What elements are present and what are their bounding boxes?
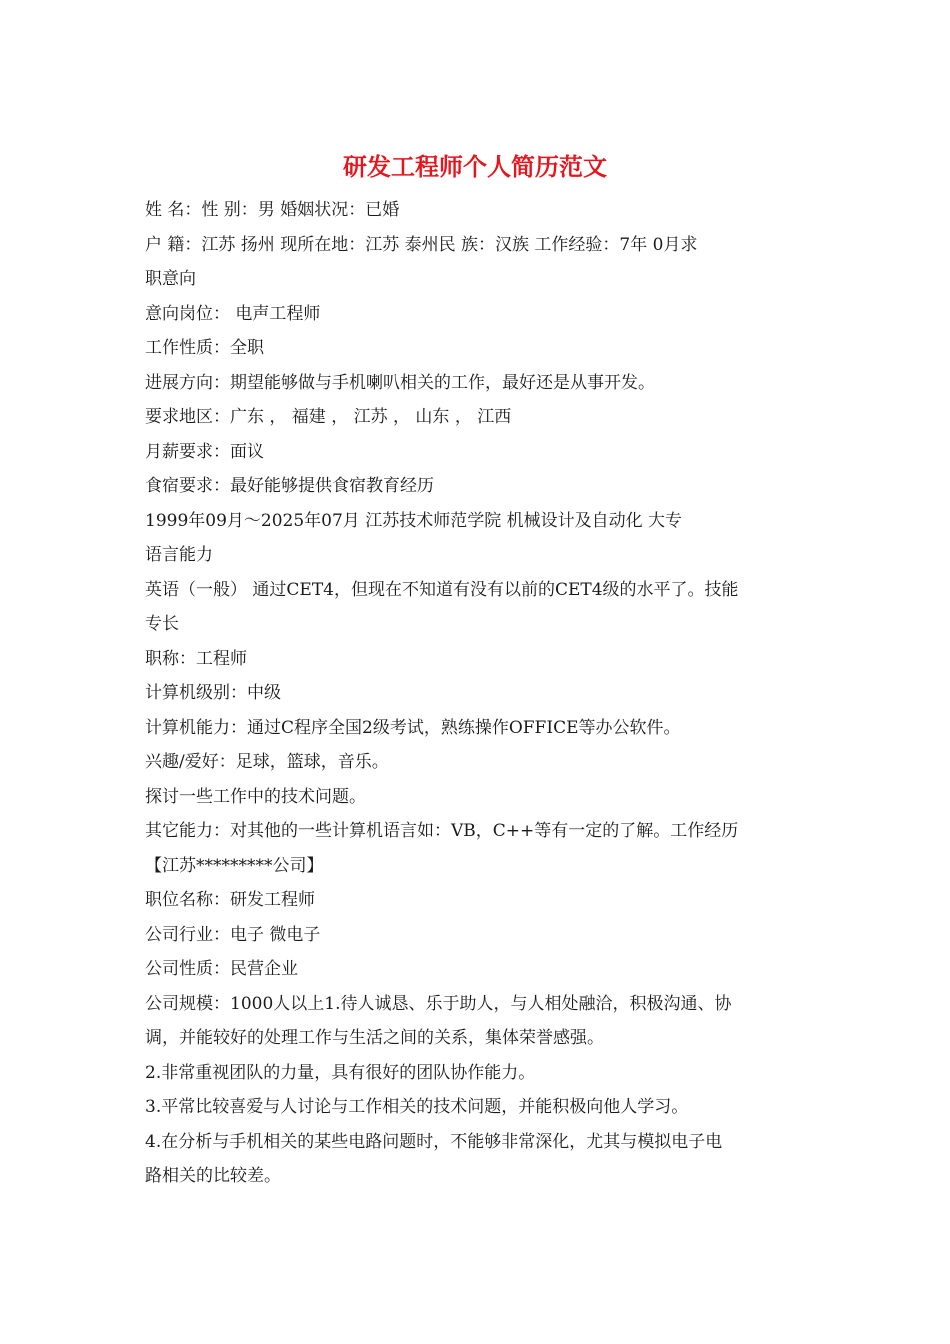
resume-body (145, 193, 807, 1194)
text-line-skills-heading: 专长 (145, 614, 179, 634)
text-line-tech-discussion: 探讨一些工作中的技术问题。 (145, 786, 366, 807)
text-line-computer-level: 计算机级别：中级 (145, 683, 281, 703)
text-line-education: 1999年09月～2025年07月 江苏技术师范学院 机械设计及自动化 大专 (145, 510, 683, 531)
text-line-target-regions: 要求地区：广东 ， 福建 ， 江苏 ， 山东 ， 江西 (145, 407, 512, 427)
text-line-self-evaluation-1-cont: 调，并能较好的处理工作与生活之间的关系，集体荣誉感强。 (145, 1028, 604, 1048)
text-line-self-evaluation-4: 4.在分析与手机相关的某些电路问题时，不能够非常深化，尤其与模拟电子电 (145, 1131, 723, 1152)
text-line-company-nature: 公司性质：民营企业 (145, 959, 298, 979)
text-line-self-evaluation-2: 2.非常重视团队的力量，具有很好的团队协作能力。 (145, 1062, 536, 1083)
text-line-salary: 月薪要求：面议 (145, 441, 264, 462)
text-line-company-name: 【江苏*********公司】 (145, 855, 324, 876)
text-line-company-size: 公司规模：1000人以上1.待人诚恳、乐于助人，与人相处融洽，积极沟通、协 (145, 993, 732, 1014)
text-line-self-evaluation-3: 3.平常比较喜爱与人讨论与工作相关的技术问题，并能积极向他人学习。 (145, 1097, 689, 1117)
text-line-development-direction: 进展方向：期望能够做与手机喇叭相关的工作，最好还是从事开发。 (145, 372, 655, 393)
text-line-target-position: 意向岗位： 电声工程师 (145, 303, 321, 324)
text-line-professional-title: 职称：工程师 (145, 648, 247, 669)
text-line-position-name: 职位名称：研发工程师 (145, 890, 315, 910)
text-line-self-evaluation-4-cont: 路相关的比较差。 (145, 1166, 281, 1186)
text-line-accommodation: 食宿要求：最好能够提供食宿教育经历 (145, 476, 434, 496)
text-line-company-industry: 公司行业：电子 微电子 (145, 924, 321, 945)
text-line-job-intention-heading: 职意向 (145, 269, 196, 289)
text-line-other-abilities: 其它能力：对其他的一些计算机语言如：VB，C++等有一定的了解。工作经历 (145, 821, 739, 841)
text-line-hobbies: 兴趣/爱好：足球，篮球，音乐。 (145, 752, 389, 772)
document-title: 研发工程师个人简历范文 (343, 152, 607, 181)
text-line-personal-info: 姓 名：性 别：男 婚姻状况：已婚 (145, 200, 400, 220)
text-line-job-type: 工作性质：全职 (145, 338, 264, 358)
text-line-hometown: 户 籍：江苏 扬州 现所在地：江苏 泰州民 族：汉族 工作经验：7年 0月求 (145, 234, 698, 255)
text-line-computer-ability: 计算机能力：通过C程序全国2级考试，熟练操作OFFICE等办公软件。 (145, 717, 681, 738)
text-line-english: 英语（一般） 通过CET4，但现在不知道有没有以前的CET4级的水平了。技能 (145, 579, 739, 600)
text-line-language-heading: 语言能力 (145, 545, 213, 565)
